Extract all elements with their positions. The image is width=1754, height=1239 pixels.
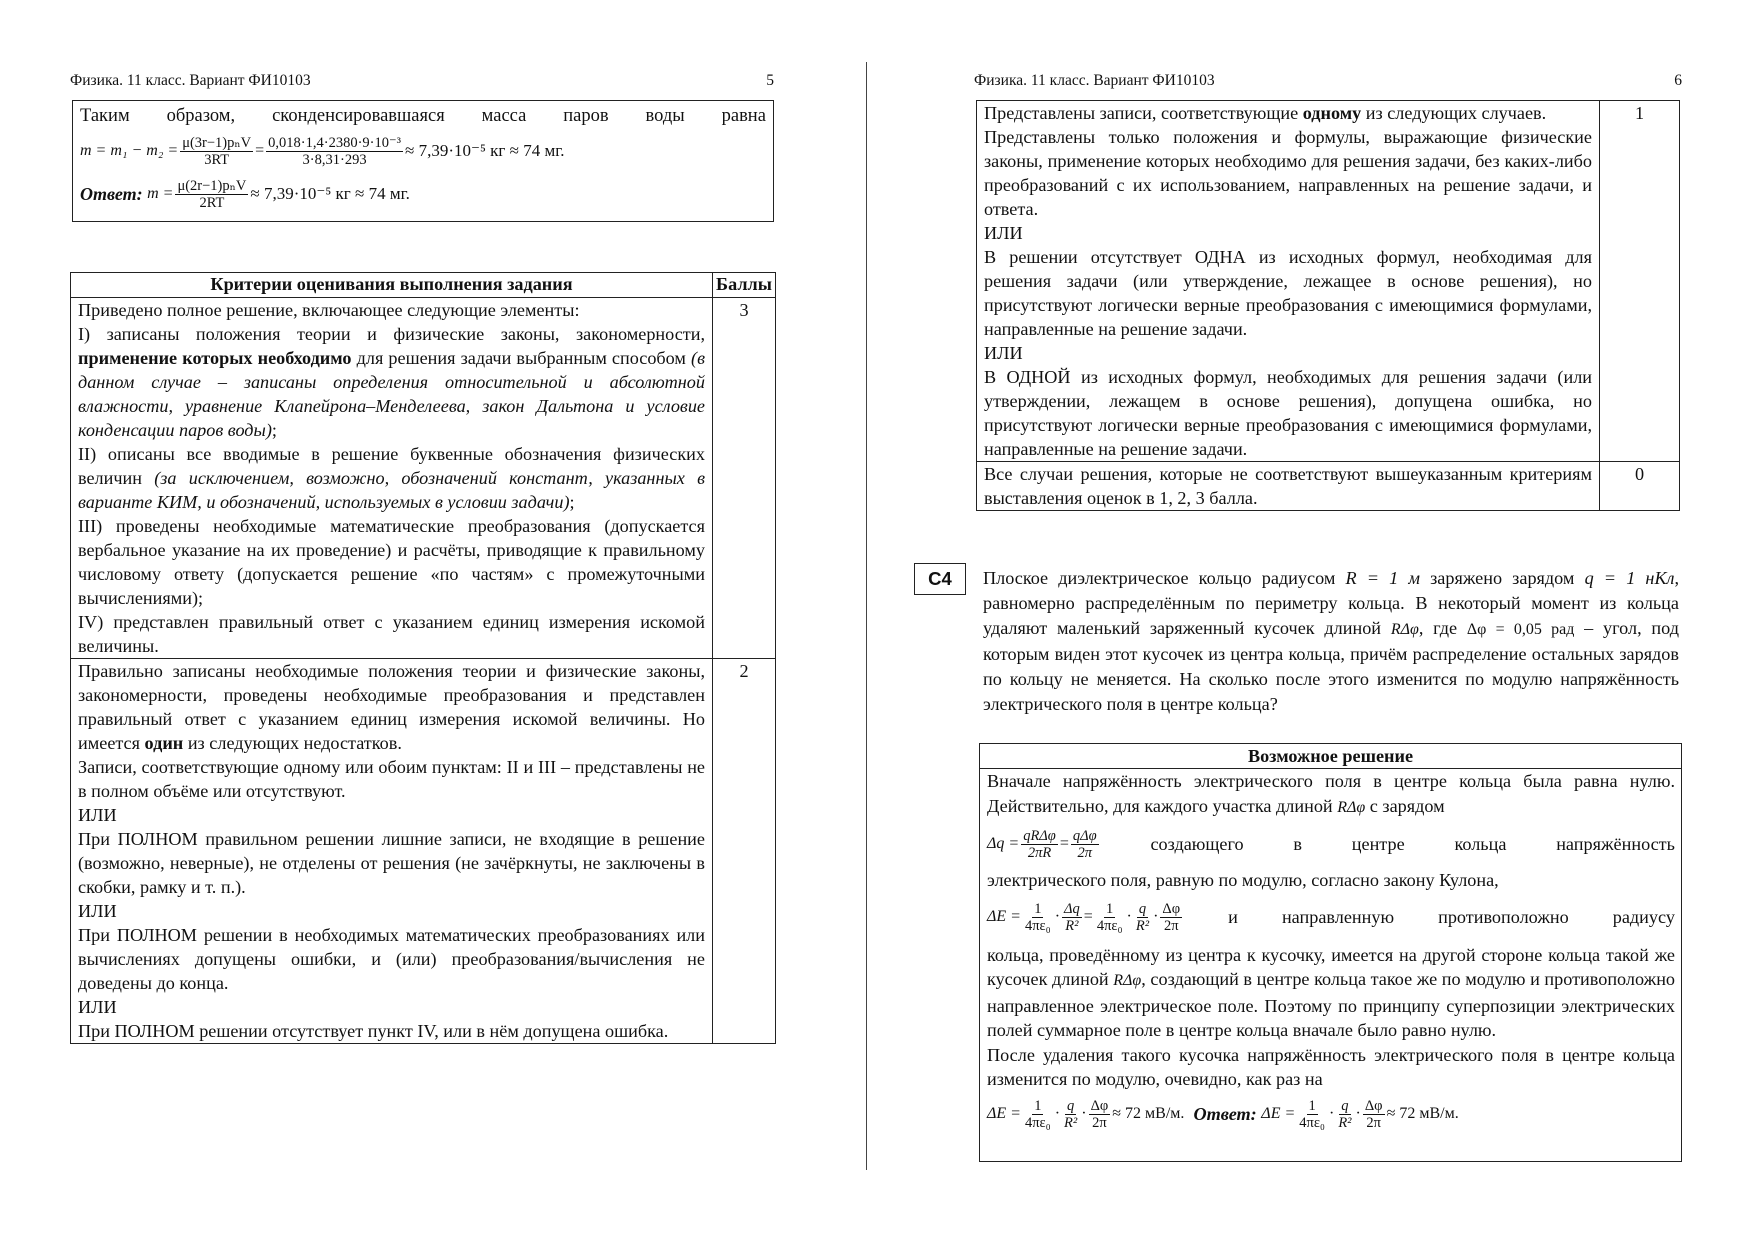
table-row (977, 101, 1680, 462)
page-header (974, 72, 1684, 90)
fraction: $\frac{\text{μ(3r−1)pₙV}}{3RT}$ (182, 134, 252, 168)
table-row (977, 462, 1680, 511)
score-column-header: Баллы (713, 273, 776, 298)
criteria-table-continued (976, 100, 1680, 511)
answer-label: Ответ: (80, 183, 143, 204)
score-cell: 2 (713, 659, 776, 1044)
solution-box (979, 743, 1682, 1162)
final-formula-row (987, 1092, 1675, 1138)
criteria-cell: Представлены записи, соответствующие одному из следующих случаев. Представлены только положения и формулы, выражающие физические законы, применение которых необходимо для решения задачи, без каких-либо преобразований с их использованием, направленных на решение задачи, и ответа. ИЛИ В решении отсутствует ОДНА из исходных формул, необходимая для решения задачи (или утверждение, лежащее в основе решения), но присутствуют логически верные преобразования с имеющимися формулами, направленные на решение задачи. ИЛИ В ОДНОЙ из исходных формул, необходимых для решения задачи (или утверждении, лежащем в основе решения), допущена ошибка, но присутствуют логически верные преобразования с имеющимися формулами, направленные на решение задачи. (977, 101, 1600, 462)
field-formula-row: ΔE = $\frac{1}{\text{4πε₀}}$ · $\frac{\Delta q}{\text{R²}}$ = $\frac{1}{\text{4πε₀}}$ · $\frac{q}{\text{R²}}$ · $\frac{\Delta\varphi}{2\pi}$ и направленную противоположно радиусу (987, 901, 1675, 934)
page-number: 6 (1674, 72, 1682, 89)
answer-box (72, 100, 774, 222)
page-header (70, 72, 776, 90)
solution-body: Вначале напряжённость электрического поля в центре кольца была равна нулю. Действительно, для каждого участка длиной RΔφ с зарядом Δq = $\frac{\text{qRΔφ}}{2\pi R}$ = $\frac{\text{qΔφ}}{2\pi}$ создающего в центре кольца напряжённость электрического поля, равную по модулю, согласно закону Кулона, ΔE = $\frac{1}{\text{4πε₀}}$ · $\frac{\Delta q}{\text{R²}}$ = $\frac{1}{\text{4πε₀}}$ · $\frac{q}{\text{R²}}$ · $\frac{\Delta\varphi}{2\pi}$ и направленную противоположно радиусу кольца, проведённому из центра к кусочку, имеется на другой стороне кольца такой же кусочек длиной RΔφ, создающий в центре кольца такое же по модулю и противоположно направленное электрическое поле. Поэтому по принципу суперпозиции электрических полей суммарное поле в центре кольца вначале было равно нулю. После удаления такого кусочка напряжённость электрического поля в центре кольца изменится по модулю, очевидно, как раз на ΔE = $\frac{1}{\text{4πε₀}}$ · $\frac{q}{\text{R²}}$ · $\frac{\Delta\varphi}{2\pi}$ ≈ 72 мВ/м. Ответ: ΔE = $\frac{1}{\text{4πε₀}}$ · $\frac{q}{\text{R²}}$ · $\frac{\Delta\varphi}{2\pi}$ ≈ 72 мВ/м. (980, 769, 1681, 1138)
criteria-column-header: Критерии оценивания выполнения задания (71, 273, 713, 298)
solution-title: Возможное решение (980, 744, 1681, 769)
answer-intro: Таким образом, сконденсировавшаяся масса паров воды равна (80, 106, 766, 126)
criteria-cell: Все случаи решения, которые не соответствуют вышеуказанным критериям выставления оценок в 1, 2, 3 балла. (977, 462, 1600, 511)
task-text: Плоское диэлектрическое кольцо радиусом R = 1 м заряжено зарядом q = 1 нКл, равномерно распределённым по периметру кольца. В некоторый момент из кольца удаляют маленький заряженный кусочек длиной RΔφ, где Δφ = 0,05 рад – угол, под которым виден этот кусочек из центра кольца, причём распределение остальных зарядов по кольцу не меняется. На сколько после этого изменится по модулю напряжённость электрического поля в центре кольца? (983, 568, 1680, 714)
header-title: Физика. 11 класс. Вариант ФИ10103 (70, 72, 311, 89)
answer-formula: ΔE = $\frac{1}{\text{4πε₀}}$ · $\frac{q}{\text{R²}}$ · $\frac{\Delta\varphi}{2\pi}$ ≈ 72 мВ/м. (1261, 1098, 1459, 1131)
table-row (71, 298, 776, 659)
score-cell: 3 (713, 298, 776, 659)
criteria-table (70, 272, 776, 1044)
right-page (928, 0, 1684, 1239)
fraction: $\frac{\text{μ(2r−1)pₙV}}{2RT}$ (177, 177, 247, 211)
task-label: C4 (914, 563, 966, 595)
header-title: Физика. 11 класс. Вариант ФИ10103 (974, 72, 1215, 89)
table-row (71, 659, 776, 1044)
criteria-cell: Правильно записаны необходимые положения теории и физические законы, закономерности, проведены необходимые преобразования и представлен правильный ответ с указанием единиц измерения искомой величины. Но имеется один из следующих недостатков. Записи, соответствующие одному или обоим пунктам: II и III – представлены не в полном объёме или отсутствуют. ИЛИ При ПОЛНОМ правильном решении лишние записи, не входящие в решение (возможно, неверные), не отделены от решения (не зачёркнуты, не заключены в скобки, рамку и т. п.). ИЛИ При ПОЛНОМ решении в необходимых математических преобразованиях или вычислениях допущены ошибки, и (или) преобразования/вычисления не доведены до конца. ИЛИ При ПОЛНОМ решении отсутствует пункт IV, или в нём допущена ошибка. (71, 659, 713, 1044)
charge-formula-row: Δq = $\frac{\text{qRΔφ}}{2\pi R}$ = $\frac{\text{qΔφ}}{2\pi}$ создающего в центре кольца напряжённость (987, 827, 1675, 861)
page-divider (866, 62, 867, 1170)
fraction: $\frac{\text{0,018·1,4·2380·9·10⁻³}}{3\cdot 8,31\cdot 293}$ (268, 134, 401, 168)
charge-formula: Δq = $\frac{\text{qRΔφ}}{2\pi R}$ = $\frac{\text{qΔφ}}{2\pi}$ (987, 827, 1097, 861)
score-cell: 1 (1600, 101, 1680, 462)
final-formula: ΔE = $\frac{1}{\text{4πε₀}}$ · $\frac{q}{\text{R²}}$ · $\frac{\Delta\varphi}{2\pi}$ ≈ 72 мВ/м. (987, 1098, 1185, 1131)
left-page (70, 0, 776, 1239)
page-number: 5 (766, 72, 774, 89)
field-formula: ΔE = $\frac{1}{\text{4πε₀}}$ · $\frac{\Delta q}{\text{R²}}$ = $\frac{1}{\text{4πε₀}}$ · $\frac{q}{\text{R²}}$ · $\frac{\Delta\varphi}{2\pi}$ (987, 901, 1181, 934)
mass-formula: m = m₁ − m₂ = $\frac{\text{μ(3r−1)pₙV}}{3RT}$ = $\frac{\text{0,018·1,4·2380·9·10⁻³}}{3\cdot 8,31\cdot 293}$ ≈ 7,39·10⁻⁵ кг ≈ 74 мг. (80, 134, 565, 168)
answer-label: Ответ: (1193, 1104, 1257, 1125)
criteria-cell: Приведено полное решение, включающее следующие элементы: I) записаны положения теории и физические законы, закономерности, применение которых необходимо для решения задачи выбранным способом (в данном случае – записаны определения относительной и абсолютной влажности, уравнение Клапейрона–Менделеева, закон Дальтона и условие конденсации паров воды); II) описаны все вводимые в решение буквенные обозначения физических величин (за исключением, возможно, обозначений констант, указанных в варианте КИМ, и обозначений, используемых в условии задачи); III) проведены необходимые математические преобразования (допускается вербальное указание на их проведение) и расчёты, приводящие к правильному числовому ответу (допускается решение «по частям» с промежуточными вычислениями); IV) представлен правильный ответ с указанием единиц измерения искомой величины. (71, 298, 713, 659)
answer-formula: Ответ: m = $\frac{\text{μ(2r−1)pₙV}}{2RT}$ ≈ 7,39·10⁻⁵ кг ≈ 74 мг. (80, 177, 410, 211)
score-cell: 0 (1600, 462, 1680, 511)
